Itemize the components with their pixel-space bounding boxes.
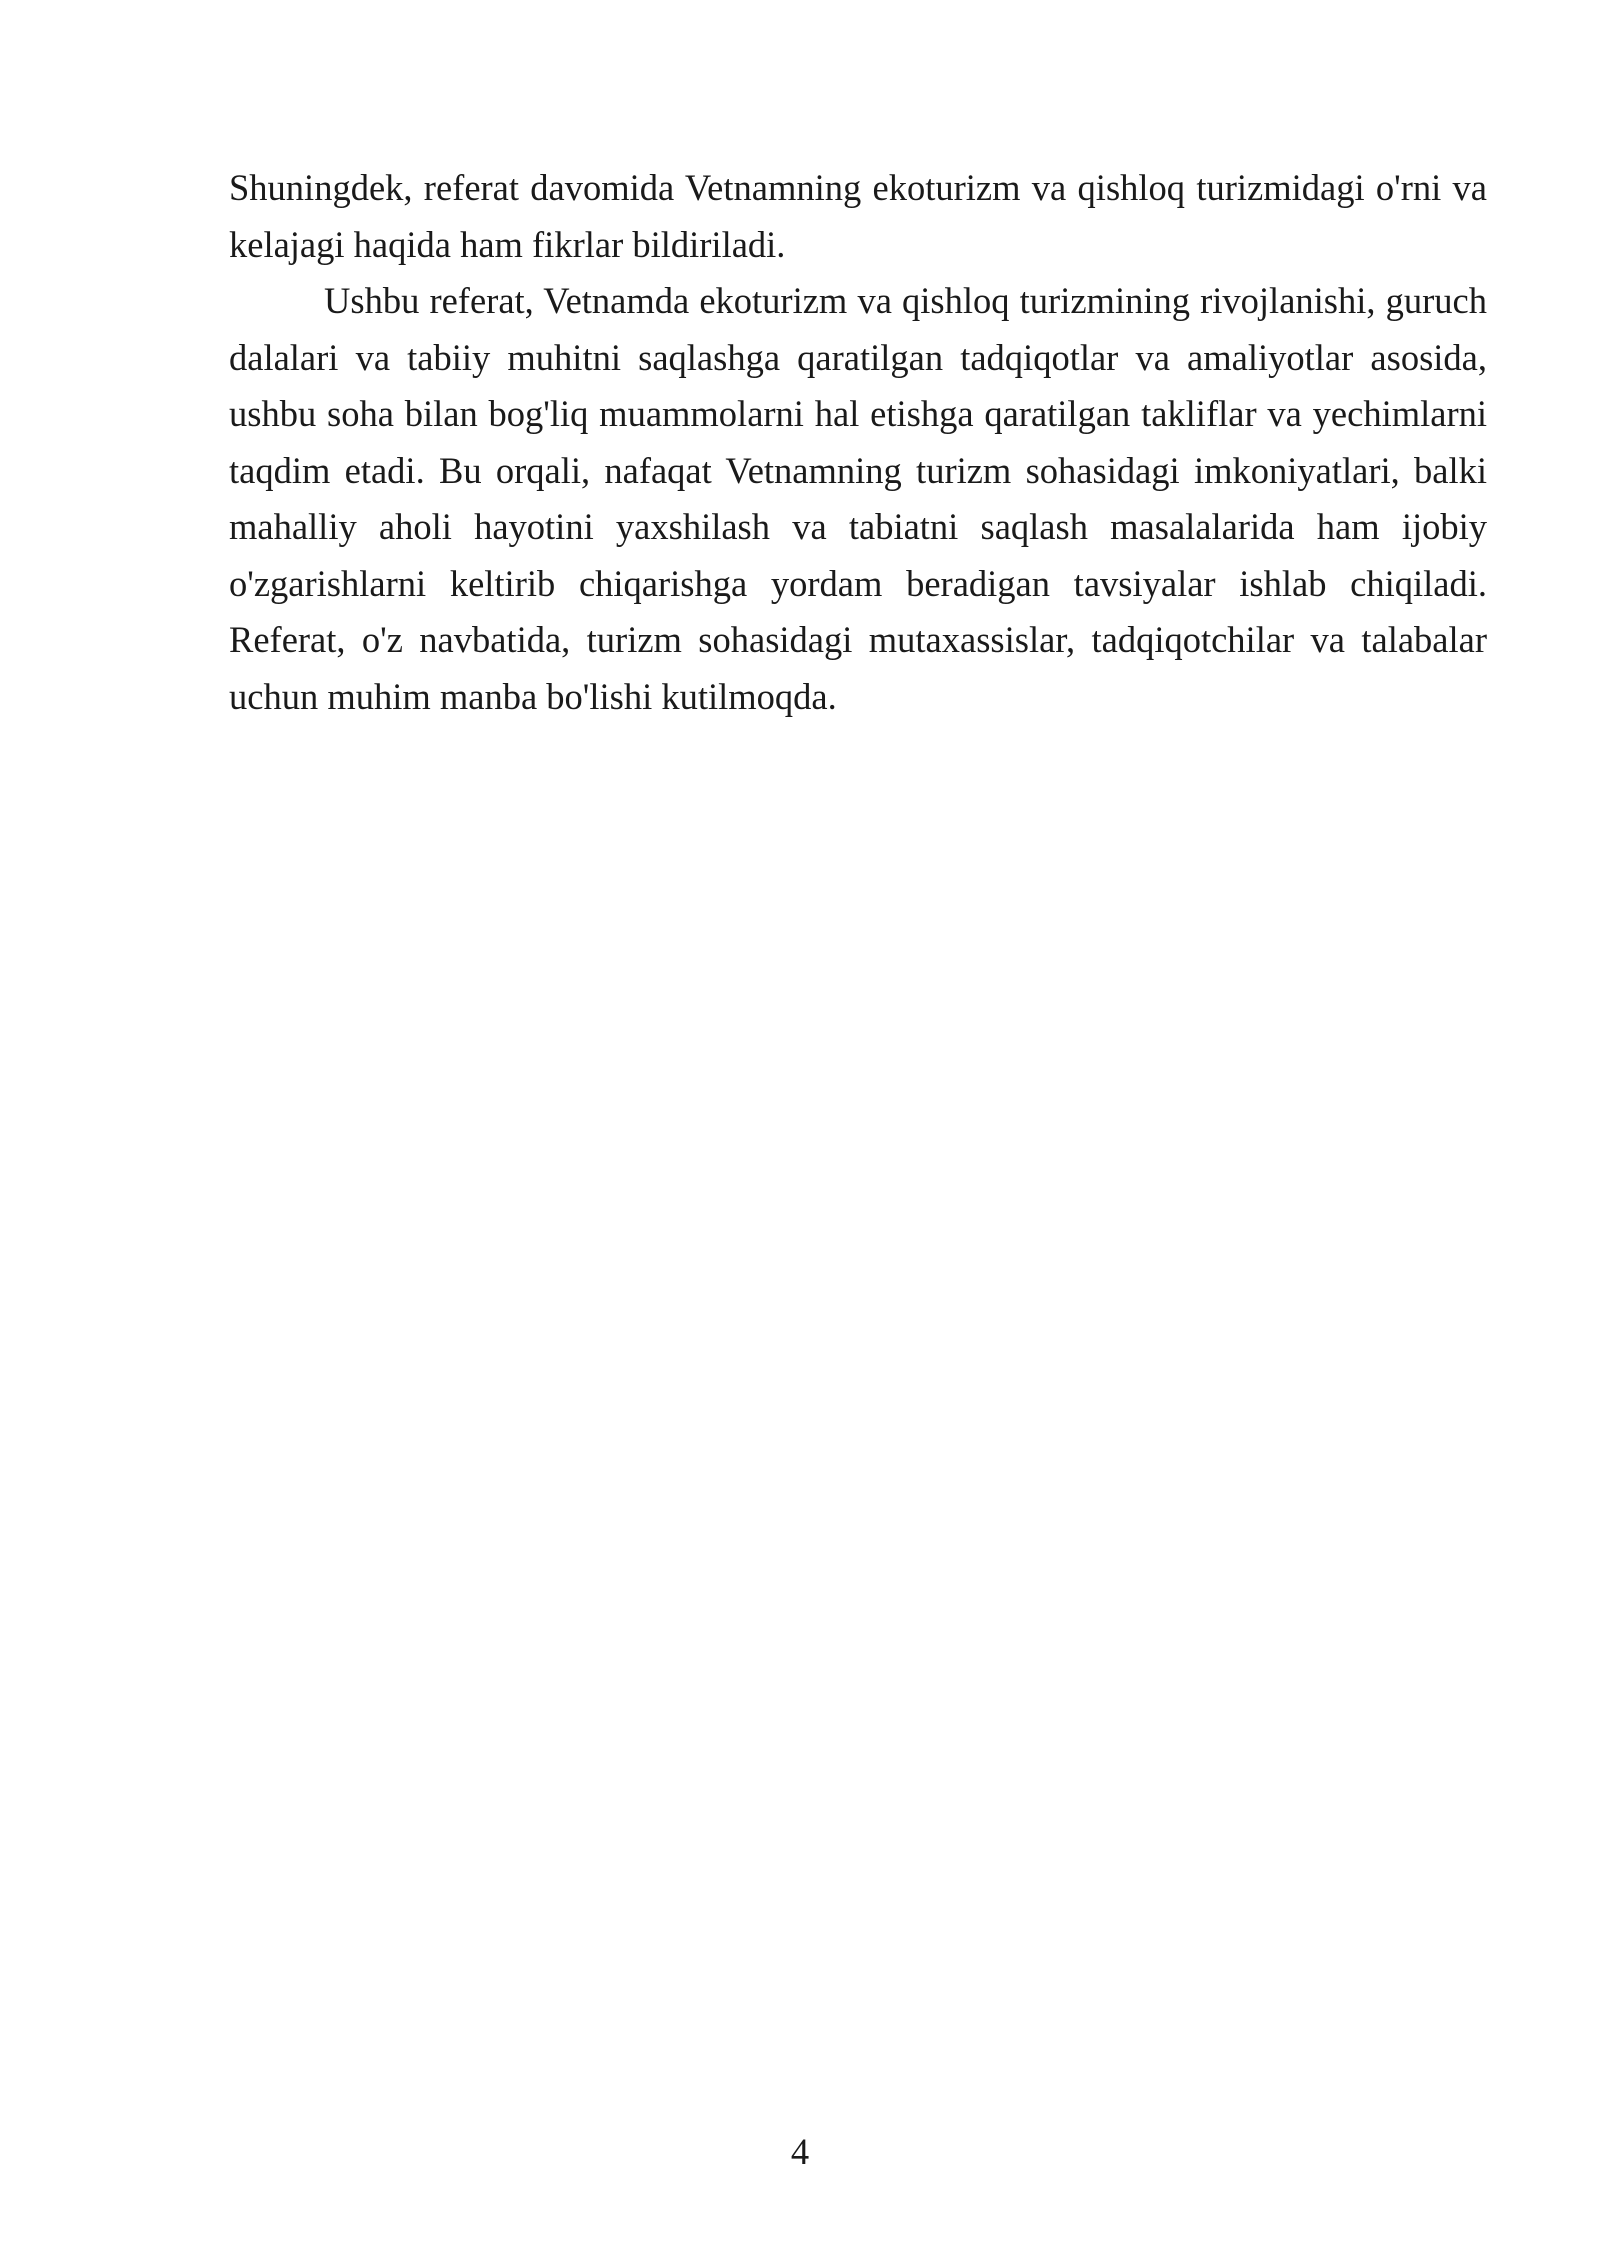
paragraph-continuation: Shuningdek, referat davomida Vetnamning ekoturizm va qishloq turizmidagi o'rni va kelajagi haqida ham fikrlar bildiriladi. — [229, 167, 1487, 265]
paragraph-main: Ushbu referat, Vetnamda ekoturizm va qishloq turizmining rivojlanishi, guruch dalalari va tabiiy muhitni saqlashga qaratilgan tadqiqotlar va amaliyotlar asosida, ushbu soha bilan bog'liq muammolarni hal etishga qaratilgan takliflar va yechimlarni taqdim etadi. Bu orqali, nafaqat Vetnamning turizm sohasidagi imkoniyatlari, balki mahalliy aholi hayotini yaxshilash va tabiatni saqlash masalalarida ham ijobiy o'zgarishlarni keltirib chiqarishga yordam beradigan tavsiyalar ishlab chiqiladi. Referat, o'z navbatida, turizm sohasidagi mutaxassislar, tadqiqotchilar va talabalar uchun muhim manba bo'lishi kutilmoqda. — [229, 280, 1487, 717]
body-text — [229, 160, 1487, 725]
page-number: 4 — [790, 2131, 810, 2172]
